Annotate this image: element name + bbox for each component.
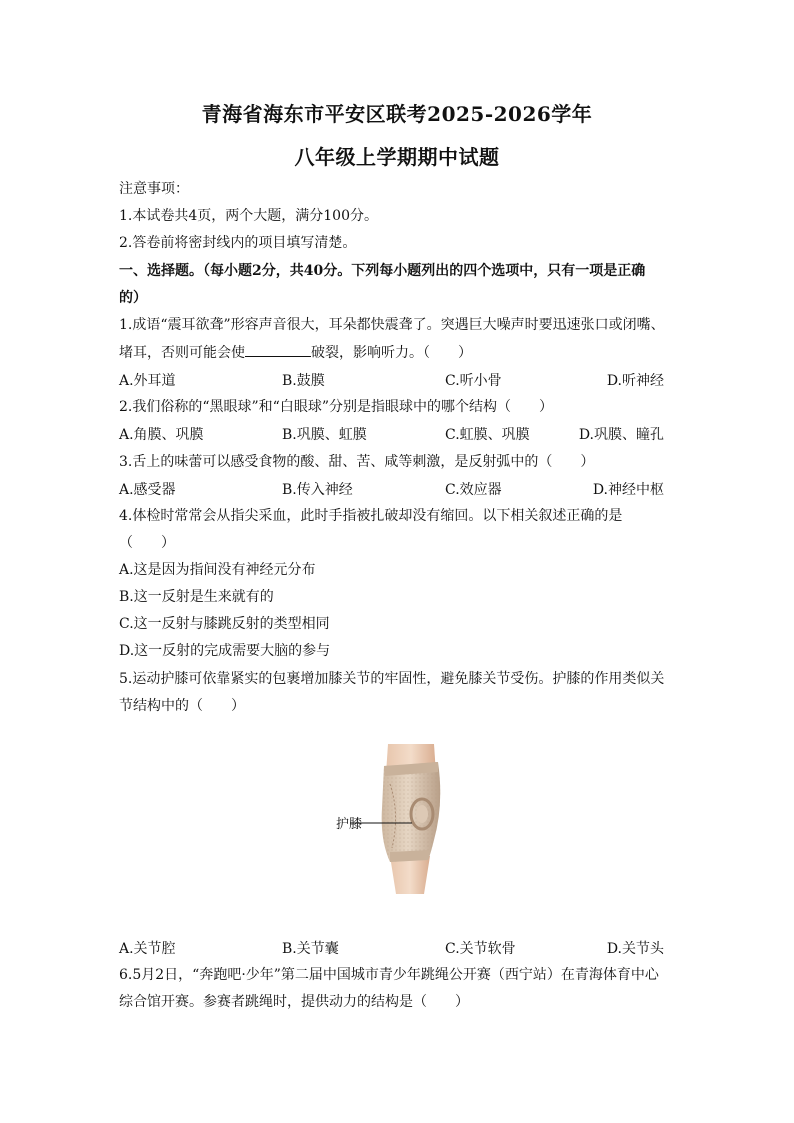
- q3-option-c: C.效应器: [445, 482, 502, 498]
- q1-stem-line2: [119, 342, 679, 363]
- q3-option-a: A.感受器: [119, 482, 176, 498]
- q1-option-b: B.鼓膜: [282, 373, 325, 389]
- q1-stem-pre: 堵耳，否则可能会使: [119, 345, 245, 361]
- q5-option-d: D.关节头: [606, 941, 664, 957]
- q1-option-a: A.外耳道: [119, 373, 176, 389]
- q5-option-a: A.关节腔: [119, 941, 176, 957]
- q4-option-d: D.这一反射的完成需要大脑的参与: [119, 643, 331, 659]
- q4-option-c: C.这一反射与膝跳反射的类型相同: [119, 616, 330, 632]
- notice-item-1: 1.本试卷共4页，两个大题，满分100分。: [119, 208, 378, 224]
- q4-stem-line1: 4.体检时常常会从指尖采血，此时手指被扎破却没有缩回。以下相关叙述正确的是: [119, 508, 623, 524]
- q4-option-b: B.这一反射是生来就有的: [119, 589, 274, 605]
- q5-stem-line2: 节结构中的（ ）: [119, 698, 245, 714]
- q4-stem-line2: （ ）: [119, 535, 175, 551]
- q2-option-b: B.巩膜、虹膜: [282, 427, 367, 443]
- q2-stem: 2.我们俗称的“黑眼球”和“白眼球”分别是指眼球中的哪个结构（ ）: [119, 399, 553, 415]
- q5-stem-line1: 5.运动护膝可依靠紧实的包裹增加膝关节的牢固性，避免膝关节受伤。护膝的作用类似关: [119, 671, 665, 687]
- q1-options: [119, 370, 664, 390]
- exam-title-line2: 八年级上学期期中试题: [294, 145, 500, 169]
- q3-option-d: D.神经中枢: [592, 482, 664, 498]
- q2-option-d: D.巩膜、瞳孔: [578, 427, 664, 443]
- q1-option-d: D.听神经: [606, 373, 664, 389]
- section-heading-line2: 的）: [119, 290, 147, 306]
- q6-stem-line2: 综合馆开赛。参赛者跳绳时，提供动力的结构是（ ）: [119, 994, 469, 1010]
- q4-option-a: A.这是因为指间没有神经元分布: [119, 562, 316, 578]
- section-heading-line1: 一、选择题。（每小题2分，共40分。下列每小题列出的四个选项中，只有一项是正确: [119, 263, 646, 279]
- q2-option-a: A.角膜、巩膜: [119, 427, 204, 443]
- exam-title-line1: 青海省海东市平安区联考2025-2026学年: [201, 102, 593, 126]
- notice-heading: 注意事项：: [119, 181, 189, 197]
- q1-stem-line1: 1.成语“震耳欲聋”形容声音很大，耳朵都快震聋了。突遇巨大噪声时要迅速张口或闭嘴、: [119, 317, 665, 333]
- q3-option-b: B.传入神经: [282, 482, 353, 498]
- notice-item-2: 2.答卷前将密封线内的项目填写清楚。: [119, 235, 357, 251]
- q1-stem-post: 破裂，影响听力。（ ）: [311, 345, 472, 361]
- q2-option-c: C.虹膜、巩膜: [445, 427, 530, 443]
- q3-options: [119, 479, 664, 499]
- q1-answer-blank: [245, 342, 311, 357]
- q2-options: [119, 424, 664, 444]
- q5-options: [119, 938, 664, 958]
- q5-option-c: C.关节软骨: [445, 941, 516, 957]
- q1-option-c: C.听小骨: [445, 373, 502, 389]
- q6-stem-line1: 6.5月2日，“奔跑吧·少年”第二届中国城市青少年跳绳公开赛（西宁站）在青海体育中心: [119, 967, 659, 983]
- q5-option-b: B.关节囊: [282, 941, 339, 957]
- knee-brace-label: 护膝: [336, 816, 363, 831]
- q3-stem: 3.舌上的味蕾可以感受食物的酸、甜、苦、咸等刺激，是反射弧中的（ ）: [119, 454, 595, 470]
